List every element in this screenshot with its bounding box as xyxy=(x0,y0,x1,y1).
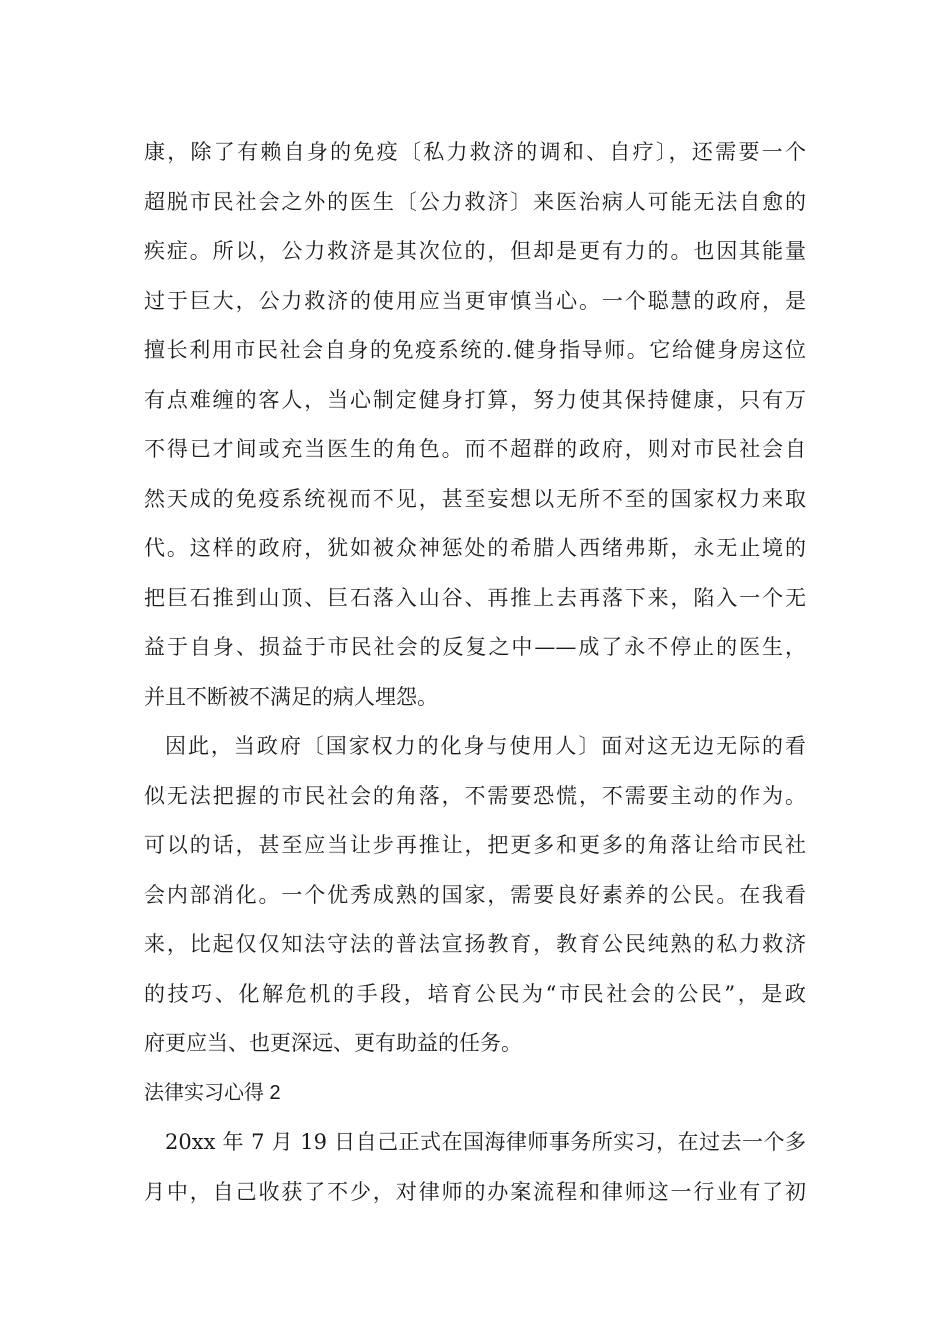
paragraph-line: 的技巧、化解危机的手段，培育公民为“市民社会的公民”，是政 xyxy=(144,982,806,1006)
paragraph-line: 似无法把握的市民社会的角落，不需要恐慌，不需要主动的作为。 xyxy=(144,784,806,808)
paragraph-line: 代。这样的政府，犹如被众神惩处的希腊人西绪弗斯，永无止境的 xyxy=(144,536,806,560)
paragraph-line: 会内部消化。一个优秀成熟的国家，需要良好素养的公民。在我看 xyxy=(144,883,806,907)
paragraph-line: 可以的话，甚至应当让步再推让，把更多和更多的角落让给市民社 xyxy=(144,833,806,857)
paragraph-line: 因此，当政府〔国家权力的化身与使用人〕面对这无边无际的看 xyxy=(165,734,806,758)
paragraph-line: 擅长利用市民社会自身的免疫系统的.健身指导师。它给健身房这位 xyxy=(144,338,806,362)
paragraph-line: 有点难缠的客人，当心制定健身打算，努力使其保持健康，只有万 xyxy=(144,388,806,412)
paragraph-line: 康，除了有赖自身的免疫〔私力救济的调和、自疗〕，还需要一个 xyxy=(144,140,806,164)
paragraph-line: 过于巨大，公力救济的使用应当更审慎当心。一个聪慧的政府，是 xyxy=(144,289,806,313)
paragraph-line: 把巨石推到山顶、巨石落入山谷、再推上去再落下来，陷入一个无 xyxy=(144,586,806,610)
paragraph-line: 不得已才间或充当医生的角色。而不超群的政府，则对市民社会自 xyxy=(144,437,806,461)
paragraph-line: 月中，自己收获了不少，对律师的办案流程和律师这一行业有了初 xyxy=(144,1180,806,1204)
paragraph-line: 府更应当、也更深远、更有助益的任务。 xyxy=(144,1031,522,1055)
paragraph-line: 20xx 年 7 月 19 日自己正式在国海律师事务所实习，在过去一个多 xyxy=(165,1130,806,1154)
section-heading: 法律实习心得 2 xyxy=(144,1082,281,1104)
paragraph-line: 并且不断被不满足的病人埋怨。 xyxy=(144,685,438,709)
paragraph-line: 然天成的免疫系统视而不见，甚至妄想以无所不至的国家权力来取 xyxy=(144,487,806,511)
paragraph-line: 超脱市民社会之外的医生〔公力救济〕来医治病人可能无法自愈的 xyxy=(144,190,806,214)
paragraph-line: 益于自身、损益于市民社会的反复之中——成了永不停止的医生， xyxy=(144,635,806,659)
paragraph-line: 疾症。所以，公力救济是其次位的，但却是更有力的。也因其能量 xyxy=(144,239,806,263)
paragraph-line: 来，比起仅仅知法守法的普法宣扬教育，教育公民纯熟的私力救济 xyxy=(144,932,806,956)
